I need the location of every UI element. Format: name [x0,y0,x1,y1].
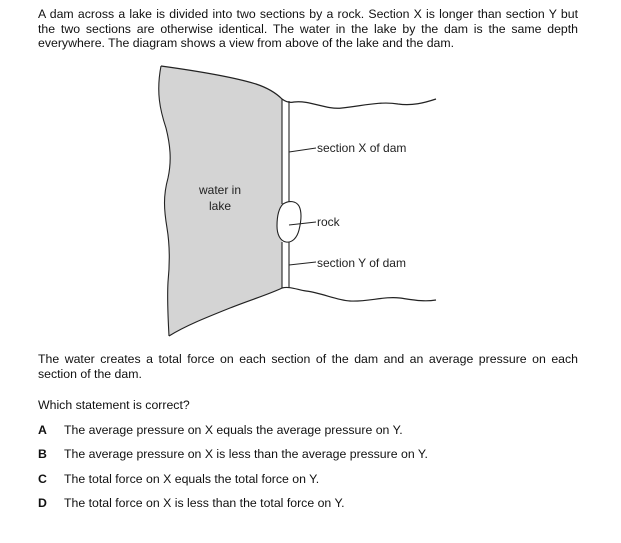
water-label-line2: lake [208,199,232,213]
section-x-label: section X of dam [317,141,407,155]
dam-section-x [282,99,289,204]
force-statement: The water creates a total force on each section of the dam and an average pressure on each section of the dam. [38,352,578,381]
option-letter: D [38,496,47,510]
option-letter: A [38,423,47,437]
option-letter: C [38,472,47,486]
option-text: The average pressure on X is less than the average pressure on Y. [64,447,428,461]
question-prompt: Which statement is correct? [38,398,190,412]
water-label-line1: water in [198,183,242,197]
rock-label: rock [317,215,340,229]
section-y-label: section Y of dam [317,256,406,270]
option-d[interactable] [38,496,345,510]
option-letter: B [38,447,47,461]
question-intro: A dam across a lake is divided into two sections by a rock. Section X is longer than section Y but the two sections are otherwise identical. The water in the lake by the dam is the same depth everywhere. The diagram shows a view from above of the lake and the dam. [38,7,578,51]
section-x-leader [289,148,316,152]
option-c[interactable] [38,472,319,486]
option-text: The average pressure on X equals the average pressure on Y. [64,423,403,437]
option-a[interactable] [38,423,403,437]
option-text: The total force on X is less than the total force on Y. [64,496,345,510]
option-text: The total force on X equals the total force on Y. [64,472,320,486]
rock-shape [277,202,301,243]
option-b[interactable] [38,447,428,461]
dam-section-y [282,242,289,288]
section-y-leader [289,262,316,265]
